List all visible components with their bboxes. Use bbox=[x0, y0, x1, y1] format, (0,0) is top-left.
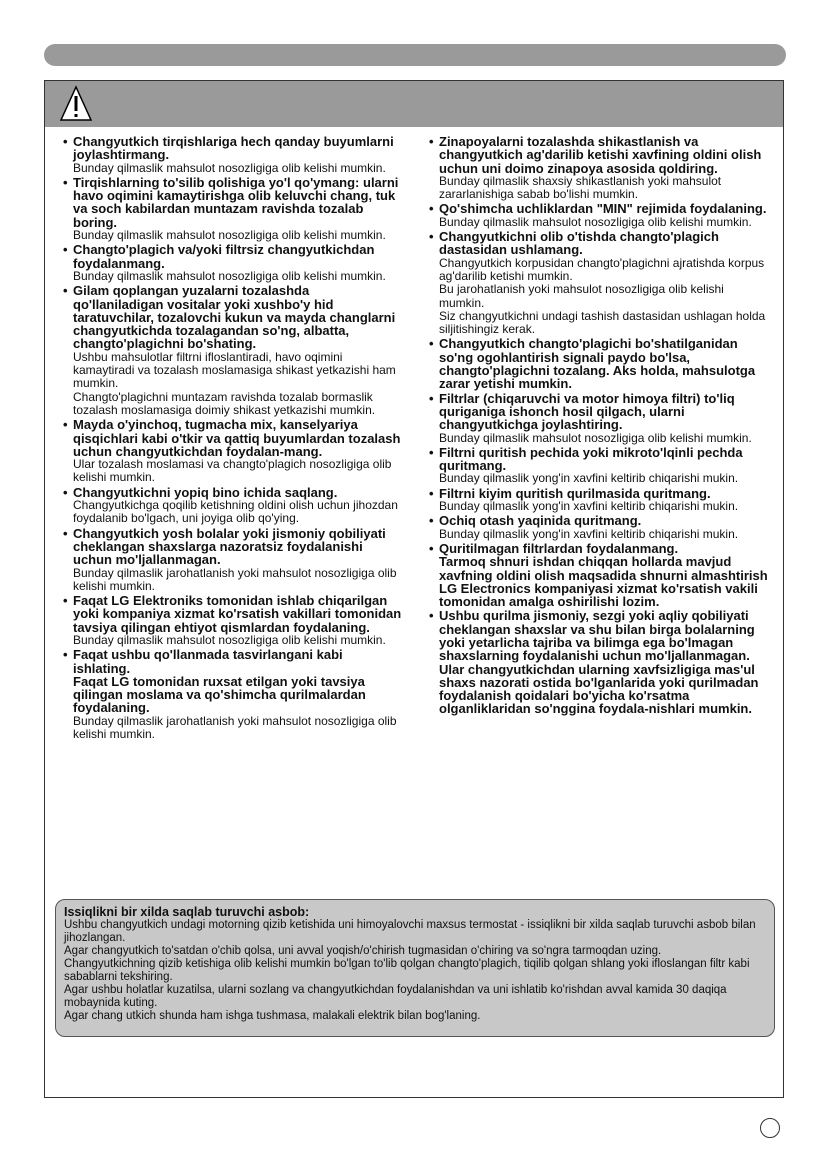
warning-detail-bold: Ular changyutkichdan ularning xavfsizligiga mas'ul shaxs nazorati ostida bo'lganlarida yoki qurilmadan foydalanish qoidalari bo'yicha ko'rsatma olganliklaridan so'nggina foydala-nishlari mumkin. bbox=[439, 661, 759, 717]
warning-item bbox=[63, 594, 403, 647]
warning-item bbox=[63, 243, 403, 283]
warning-title: • Gilam qoplangan yuzalarni tozalashda qo'llaniladigan vositalar yoki xushbo'y hid taratuvchilar, tozalovchi kukun va mayda changlarni changyutkichda tozalagandan so'ng, albatta, changto'plagichni bo'shating. bbox=[73, 283, 396, 352]
warning-detail: Bunday qilmaslik jarohatlanish yoki mahsulot nosozligiga olib kelishi mumkin. bbox=[73, 713, 397, 742]
warning-detail-bold: Faqat LG tomonidan ruxsat etilgan yoki tavsiya qilingan moslama va qo'shimcha qurilmalardan foydalaning. bbox=[73, 673, 366, 716]
notice-paragraph: Changyutkichning qizib ketishiga olib kelishi mumkin bo'lgan to'lib qolgan changto'plagich, tiqilib qolgan shlang yoki ifloslangan filtr kabi sabablarni tekshiring. bbox=[64, 958, 750, 983]
warning-item bbox=[63, 284, 403, 417]
warning-detail: Siz changyutkichni undagi tashish dastasidan ushlagan holda siljitishingiz kerak. bbox=[439, 308, 766, 337]
warning-detail: Bunday qilmaslik mahsulot nosozligiga olib kelishi mumkin. bbox=[439, 430, 752, 445]
warning-title: • Filtrni quritish pechida yoki mikroto'lqinli pechda quritmang. bbox=[439, 444, 743, 474]
thermostat-notice-box bbox=[55, 899, 775, 1037]
warning-triangle-icon bbox=[59, 85, 93, 123]
warning-title: • Changyutkichni olib o'tishda changto'plagich dastasidan ushlamang. bbox=[439, 229, 719, 258]
warning-detail: Bunday qilmaslik shaxsiy shikastlanish yoki mahsulot zararlanishiga sabab bo'lishi mumkin. bbox=[439, 173, 722, 202]
warning-item bbox=[63, 418, 403, 484]
right-column bbox=[429, 135, 769, 717]
left-warning-list bbox=[63, 135, 403, 741]
notice-paragraph: Agar ushbu holatlar kuzatilsa, ularni sozlang va changyutkichdan foydalanishdan va uni ishlatib ko'rishdan avval kamida 30 daqiqa mobaynida kuting. bbox=[64, 984, 727, 1009]
warning-title: • Changto'plagich va/yoki filtrsiz changyutkichdan foydalanmang. bbox=[73, 242, 375, 271]
warning-item bbox=[63, 135, 403, 175]
warning-detail: Bunday qilmaslik jarohatlanish yoki mahsulot nosozligiga olib kelishi mumkin. bbox=[73, 565, 397, 593]
warning-detail: Bunday qilmaslik mahsulot nosozligiga olib kelishi mumkin. bbox=[73, 228, 386, 243]
warning-detail: Ushbu mahsulotlar filtrni ifloslantiradi, havo oqimini kamaytiradi va tozalash moslamasiga shikast yetkazishi ham mumkin. bbox=[73, 349, 396, 391]
warning-title: • Faqat LG Elektroniks tomonidan ishlab chiqarilgan yoki kompaniya xizmat ko'rsatish vakillari tomonidan tavsiya qilingan ehtiyot qismlardan foydalaning. bbox=[73, 593, 402, 635]
warning-detail: Bu jarohatlanish yoki mahsulot nosozligiga olib kelishi mumkin. bbox=[439, 282, 724, 310]
warning-section bbox=[44, 80, 784, 1098]
page-number-circle bbox=[760, 1118, 780, 1138]
warning-detail: Bunday qilmaslik mahsulot nosozligiga olib kelishi mumkin. bbox=[73, 160, 386, 175]
warning-title: • Faqat ushbu qo'llanmada tasvirlangani kabi ishlating. bbox=[73, 647, 343, 676]
warning-item bbox=[63, 176, 403, 242]
warning-item bbox=[429, 446, 769, 486]
notice-title: Issiqlikni bir xilda saqlab turuvchi asbob: bbox=[64, 905, 310, 919]
warning-header-bar bbox=[45, 81, 783, 127]
warning-detail: Changto'plagichni muntazam ravishda tozalab bormaslik tozalash moslamasiga doimiy shikast yetkazishi mumkin. bbox=[73, 389, 376, 417]
warning-item bbox=[429, 542, 769, 608]
warning-item bbox=[429, 514, 769, 541]
warning-title: • Quritilmagan filtrlardan foydalanmang. bbox=[439, 540, 679, 556]
warning-title: • Filtrni kiyim quritish qurilmasida quritmang. bbox=[439, 485, 711, 501]
warning-title: • Changyutkich changto'plagichi bo'shatilganidan so'ng ogohlantirish signali paydo bo'lsa, changto'plagichni tozalang. Aks holda, mahsulotga zarar yetishi mumkin. bbox=[439, 336, 756, 392]
warning-detail: Bunday qilmaslik yong'in xavfini keltirib chiqarishi mukin. bbox=[439, 471, 739, 486]
warning-item bbox=[429, 609, 769, 715]
warning-item bbox=[429, 487, 769, 514]
warning-detail-bold: Tarmoq shnuri ishdan chiqqan hollarda mavjud xavfning oldini olish maqsadida shnurni almashtirish LG Electronics kompaniyasi xizmat ko'rsatish vakili tomonidan amalga oshirilishi lozim. bbox=[439, 554, 768, 610]
warning-item bbox=[429, 202, 769, 229]
warning-detail: Bunday qilmaslik mahsulot nosozligiga olib kelishi mumkin. bbox=[439, 214, 752, 229]
warning-title: • Changyutkich tirqishlariga hech qanday buyumlarni joylashtirmang. bbox=[73, 134, 394, 163]
warning-item bbox=[63, 486, 403, 526]
warning-detail: Changyutkichga qoqilib ketishning oldini olish uchun jihozdan foydalanib bo'lgach, uni joyiga olib qo'ying. bbox=[73, 498, 398, 526]
warning-title: • Changyutkich yosh bolalar yoki jismoniy qobiliyati cheklangan shaxslarga nazoratsiz foydalanishi uchun mo'ljallanmagan. bbox=[73, 525, 386, 568]
notice-paragraph: Ushbu changyutkich undagi motorning qizib ketishida uni himoyalovchi maxsus termostat - issiqlikni bir xilda saqlab turuvchi asbob bilan jihozlangan. bbox=[64, 919, 756, 944]
warning-item bbox=[429, 392, 769, 445]
warning-item bbox=[63, 648, 403, 741]
warning-detail: Ular tozalash moslamasi va changto'plagich nosozligiga olib kelishi mumkin. bbox=[73, 457, 392, 485]
notice-paragraph: Agar changyutkich to'satdan o'chib qolsa, uni avval yoqish/o'chirish tugmasidan o'chiring va so'ngra tarmoqdan uzing. bbox=[64, 945, 662, 957]
warning-item bbox=[429, 337, 769, 390]
warning-item bbox=[429, 230, 769, 336]
warning-detail: Bunday qilmaslik yong'in xavfini keltirib chiqarishi mukin. bbox=[439, 499, 739, 514]
warning-detail: Bunday qilmaslik yong'in xavfini keltirib chiqarishi mukin. bbox=[439, 526, 739, 541]
warning-title: • Qo'shimcha uchliklardan "MIN" rejimida foydalaning. bbox=[439, 201, 767, 217]
notice-paragraph: Agar chang utkich shunda ham ishga tushmasa, malakali elektrik bilan bog'laning. bbox=[64, 1010, 481, 1022]
top-title-bar bbox=[44, 44, 786, 66]
warning-title: • Ushbu qurilma jismoniy, sezgi yoki aqliy qobiliyati cheklangan shaxslar va shu bilan birga bolalarning yoki yetarlicha tajriba va bilimga ega bo'lmagan shaxslarning foydalanishi uchun mo'ljallanmagan. bbox=[439, 608, 755, 664]
warning-title: • Ochiq otash yaqinida quritmang. bbox=[439, 513, 642, 529]
left-column bbox=[63, 135, 403, 742]
warning-item bbox=[429, 135, 769, 201]
warning-detail: Bunday qilmaslik mahsulot nosozligiga olib kelishi mumkin. bbox=[73, 632, 386, 647]
warning-detail: Changyutkich korpusidan changto'plagichni ajratishda korpus ag'darilib ketishi mumkin. bbox=[439, 255, 765, 283]
warning-title: • Mayda o'yinchoq, tugmacha mix, kanselyariya qisqichlari kabi o'tkir va qattiq buyumlardan tozalash uchun changyutkichdan foydalan-mang. bbox=[73, 417, 401, 459]
warning-title: • Zinapoyalarni tozalashda shikastlanish va changyutkich ag'darilib ketishi xavfining oldini olish uchun uni doimo zinapoya asosida qoldiring. bbox=[439, 134, 762, 176]
warning-title: • Filtrlar (chiqaruvchi va motor himoya filtri) to'liq quriganiga ishonch hosil qilgach, ularni changyutkichga joylashtiring. bbox=[439, 390, 735, 433]
right-warning-list bbox=[429, 135, 769, 716]
warning-title: • Changyutkichni yopiq bino ichida saqlang. bbox=[73, 484, 338, 500]
warning-detail: Bunday qilmaslik mahsulot nosozligiga olib kelishi mumkin. bbox=[73, 268, 386, 283]
warning-item bbox=[63, 527, 403, 593]
warning-title: • Tirqishlarning to'silib qolishiga yo'l qo'ymang: ularni havo oqimini kamaytirishga olib keluvchi chang, tuk va soch kabilardan muntazam ravishda tozalab boring. bbox=[73, 174, 399, 230]
